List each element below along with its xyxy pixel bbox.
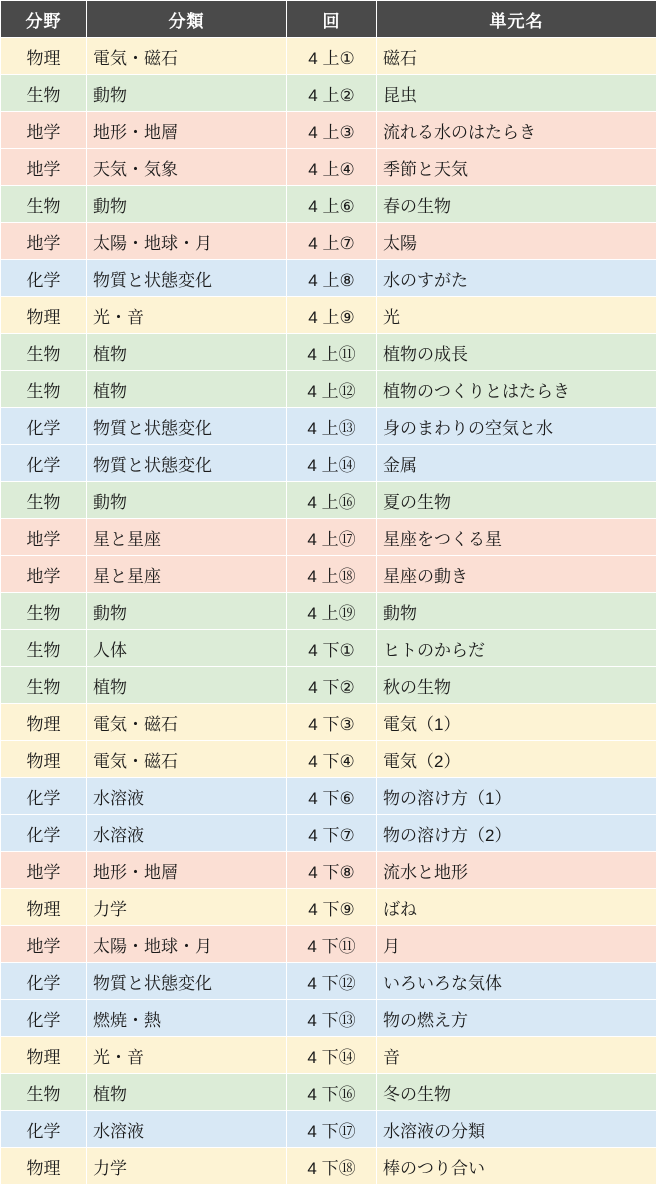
cell-field: 地学	[1, 223, 87, 260]
table-row	[1, 852, 656, 889]
cell-lesson: 4 下⑥	[287, 778, 377, 815]
cell-unit: 季節と天気	[377, 149, 656, 186]
table-row	[1, 778, 656, 815]
cell-field: 生物	[1, 186, 87, 223]
cell-field: 物理	[1, 889, 87, 926]
cell-category: 動物	[87, 186, 287, 223]
cell-unit: 電気（1）	[377, 704, 656, 741]
cell-unit: いろいろな気体	[377, 963, 656, 1000]
table-row	[1, 149, 656, 186]
cell-lesson: 4 下⑱	[287, 1148, 377, 1185]
cell-lesson: 4 下⑨	[287, 889, 377, 926]
cell-lesson: 4 上⑭	[287, 445, 377, 482]
cell-lesson: 4 上③	[287, 112, 377, 149]
column-header-unit: 単元名	[377, 1, 656, 38]
cell-category: 星と星座	[87, 556, 287, 593]
table-row	[1, 1037, 656, 1074]
cell-lesson: 4 上②	[287, 75, 377, 112]
cell-unit: 音	[377, 1037, 656, 1074]
cell-category: 物質と状態変化	[87, 260, 287, 297]
column-header-category: 分類	[87, 1, 287, 38]
column-header-field: 分野	[1, 1, 87, 38]
cell-field: 化学	[1, 1000, 87, 1037]
cell-field: 化学	[1, 260, 87, 297]
cell-lesson: 4 上⑯	[287, 482, 377, 519]
cell-lesson: 4 上⑬	[287, 408, 377, 445]
table-row	[1, 630, 656, 667]
cell-lesson: 4 上①	[287, 38, 377, 75]
table-row	[1, 556, 656, 593]
cell-lesson: 4 上⑰	[287, 519, 377, 556]
cell-field: 地学	[1, 149, 87, 186]
table-body	[1, 38, 656, 1185]
cell-field: 物理	[1, 741, 87, 778]
cell-category: 力学	[87, 1148, 287, 1185]
table-row	[1, 1111, 656, 1148]
cell-unit: 水溶液の分類	[377, 1111, 656, 1148]
column-header-lesson: 回	[287, 1, 377, 38]
cell-category: 電気・磁石	[87, 38, 287, 75]
cell-lesson: 4 下⑰	[287, 1111, 377, 1148]
cell-category: 水溶液	[87, 778, 287, 815]
cell-field: 化学	[1, 408, 87, 445]
cell-unit: 電気（2）	[377, 741, 656, 778]
cell-unit: 金属	[377, 445, 656, 482]
cell-category: 光・音	[87, 297, 287, 334]
cell-unit: 物の溶け方（1）	[377, 778, 656, 815]
table-row	[1, 38, 656, 75]
cell-lesson: 4 下③	[287, 704, 377, 741]
table-row	[1, 112, 656, 149]
cell-category: 動物	[87, 482, 287, 519]
table-row	[1, 186, 656, 223]
cell-lesson: 4 上⑧	[287, 260, 377, 297]
cell-lesson: 4 上⑦	[287, 223, 377, 260]
cell-category: 植物	[87, 334, 287, 371]
cell-unit: 磁石	[377, 38, 656, 75]
cell-field: 物理	[1, 704, 87, 741]
cell-category: 力学	[87, 889, 287, 926]
table-row	[1, 223, 656, 260]
cell-field: 生物	[1, 1074, 87, 1111]
cell-field: 生物	[1, 334, 87, 371]
cell-unit: 流れる水のはたらき	[377, 112, 656, 149]
cell-unit: 星座の動き	[377, 556, 656, 593]
cell-lesson: 4 上⑱	[287, 556, 377, 593]
table-row	[1, 297, 656, 334]
cell-field: 物理	[1, 38, 87, 75]
cell-category: 動物	[87, 75, 287, 112]
cell-field: 生物	[1, 667, 87, 704]
table-row	[1, 260, 656, 297]
table-row	[1, 482, 656, 519]
table-row	[1, 667, 656, 704]
cell-category: 天気・気象	[87, 149, 287, 186]
cell-lesson: 4 下⑬	[287, 1000, 377, 1037]
table-row	[1, 704, 656, 741]
table-row	[1, 334, 656, 371]
cell-unit: 物の燃え方	[377, 1000, 656, 1037]
cell-category: 太陽・地球・月	[87, 926, 287, 963]
cell-field: 化学	[1, 963, 87, 1000]
cell-field: 地学	[1, 519, 87, 556]
cell-field: 物理	[1, 1148, 87, 1185]
table-row	[1, 519, 656, 556]
cell-unit: 水のすがた	[377, 260, 656, 297]
cell-category: 人体	[87, 630, 287, 667]
cell-field: 生物	[1, 371, 87, 408]
table-row	[1, 408, 656, 445]
cell-field: 化学	[1, 1111, 87, 1148]
cell-field: 生物	[1, 75, 87, 112]
cell-category: 光・音	[87, 1037, 287, 1074]
table-row	[1, 815, 656, 852]
cell-unit: ヒトのからだ	[377, 630, 656, 667]
table-row	[1, 1000, 656, 1037]
cell-category: 植物	[87, 1074, 287, 1111]
cell-category: 地形・地層	[87, 112, 287, 149]
cell-category: 動物	[87, 593, 287, 630]
cell-lesson: 4 下⑦	[287, 815, 377, 852]
cell-field: 化学	[1, 778, 87, 815]
cell-unit: 秋の生物	[377, 667, 656, 704]
cell-category: 太陽・地球・月	[87, 223, 287, 260]
cell-unit: ばね	[377, 889, 656, 926]
cell-lesson: 4 下⑪	[287, 926, 377, 963]
table-row	[1, 1074, 656, 1111]
cell-lesson: 4 下④	[287, 741, 377, 778]
cell-unit: 身のまわりの空気と水	[377, 408, 656, 445]
cell-lesson: 4 上⑫	[287, 371, 377, 408]
cell-field: 化学	[1, 815, 87, 852]
cell-category: 物質と状態変化	[87, 408, 287, 445]
table-row	[1, 926, 656, 963]
cell-category: 物質と状態変化	[87, 445, 287, 482]
cell-unit: 光	[377, 297, 656, 334]
cell-category: 電気・磁石	[87, 741, 287, 778]
cell-category: 物質と状態変化	[87, 963, 287, 1000]
table-row	[1, 963, 656, 1000]
cell-lesson: 4 下⑯	[287, 1074, 377, 1111]
table-row	[1, 445, 656, 482]
cell-unit: 物の溶け方（2）	[377, 815, 656, 852]
cell-category: 水溶液	[87, 815, 287, 852]
cell-lesson: 4 上⑨	[287, 297, 377, 334]
cell-category: 電気・磁石	[87, 704, 287, 741]
cell-field: 地学	[1, 852, 87, 889]
cell-unit: 月	[377, 926, 656, 963]
table-row	[1, 1148, 656, 1185]
cell-category: 水溶液	[87, 1111, 287, 1148]
table-header	[1, 1, 656, 38]
cell-lesson: 4 下⑧	[287, 852, 377, 889]
cell-field: 地学	[1, 112, 87, 149]
cell-lesson: 4 下⑭	[287, 1037, 377, 1074]
cell-unit: 春の生物	[377, 186, 656, 223]
cell-field: 地学	[1, 926, 87, 963]
table-header-row	[1, 1, 656, 38]
cell-unit: 冬の生物	[377, 1074, 656, 1111]
cell-category: 地形・地層	[87, 852, 287, 889]
cell-unit: 太陽	[377, 223, 656, 260]
cell-field: 生物	[1, 482, 87, 519]
cell-unit: 植物のつくりとはたらき	[377, 371, 656, 408]
cell-unit: 動物	[377, 593, 656, 630]
cell-lesson: 4 下①	[287, 630, 377, 667]
cell-unit: 星座をつくる星	[377, 519, 656, 556]
cell-lesson: 4 上⑪	[287, 334, 377, 371]
cell-category: 燃焼・熱	[87, 1000, 287, 1037]
cell-field: 生物	[1, 593, 87, 630]
cell-field: 化学	[1, 445, 87, 482]
table-row	[1, 593, 656, 630]
table-row	[1, 371, 656, 408]
cell-field: 物理	[1, 297, 87, 334]
table-row	[1, 741, 656, 778]
cell-unit: 夏の生物	[377, 482, 656, 519]
cell-field: 物理	[1, 1037, 87, 1074]
cell-lesson: 4 上⑲	[287, 593, 377, 630]
cell-unit: 植物の成長	[377, 334, 656, 371]
cell-unit: 棒のつり合い	[377, 1148, 656, 1185]
cell-category: 植物	[87, 667, 287, 704]
cell-unit: 昆虫	[377, 75, 656, 112]
cell-category: 星と星座	[87, 519, 287, 556]
table-row	[1, 889, 656, 926]
cell-lesson: 4 上⑥	[287, 186, 377, 223]
cell-field: 地学	[1, 556, 87, 593]
cell-lesson: 4 上④	[287, 149, 377, 186]
cell-lesson: 4 下②	[287, 667, 377, 704]
cell-category: 植物	[87, 371, 287, 408]
table-row	[1, 75, 656, 112]
cell-field: 生物	[1, 630, 87, 667]
cell-lesson: 4 下⑫	[287, 963, 377, 1000]
cell-unit: 流水と地形	[377, 852, 656, 889]
